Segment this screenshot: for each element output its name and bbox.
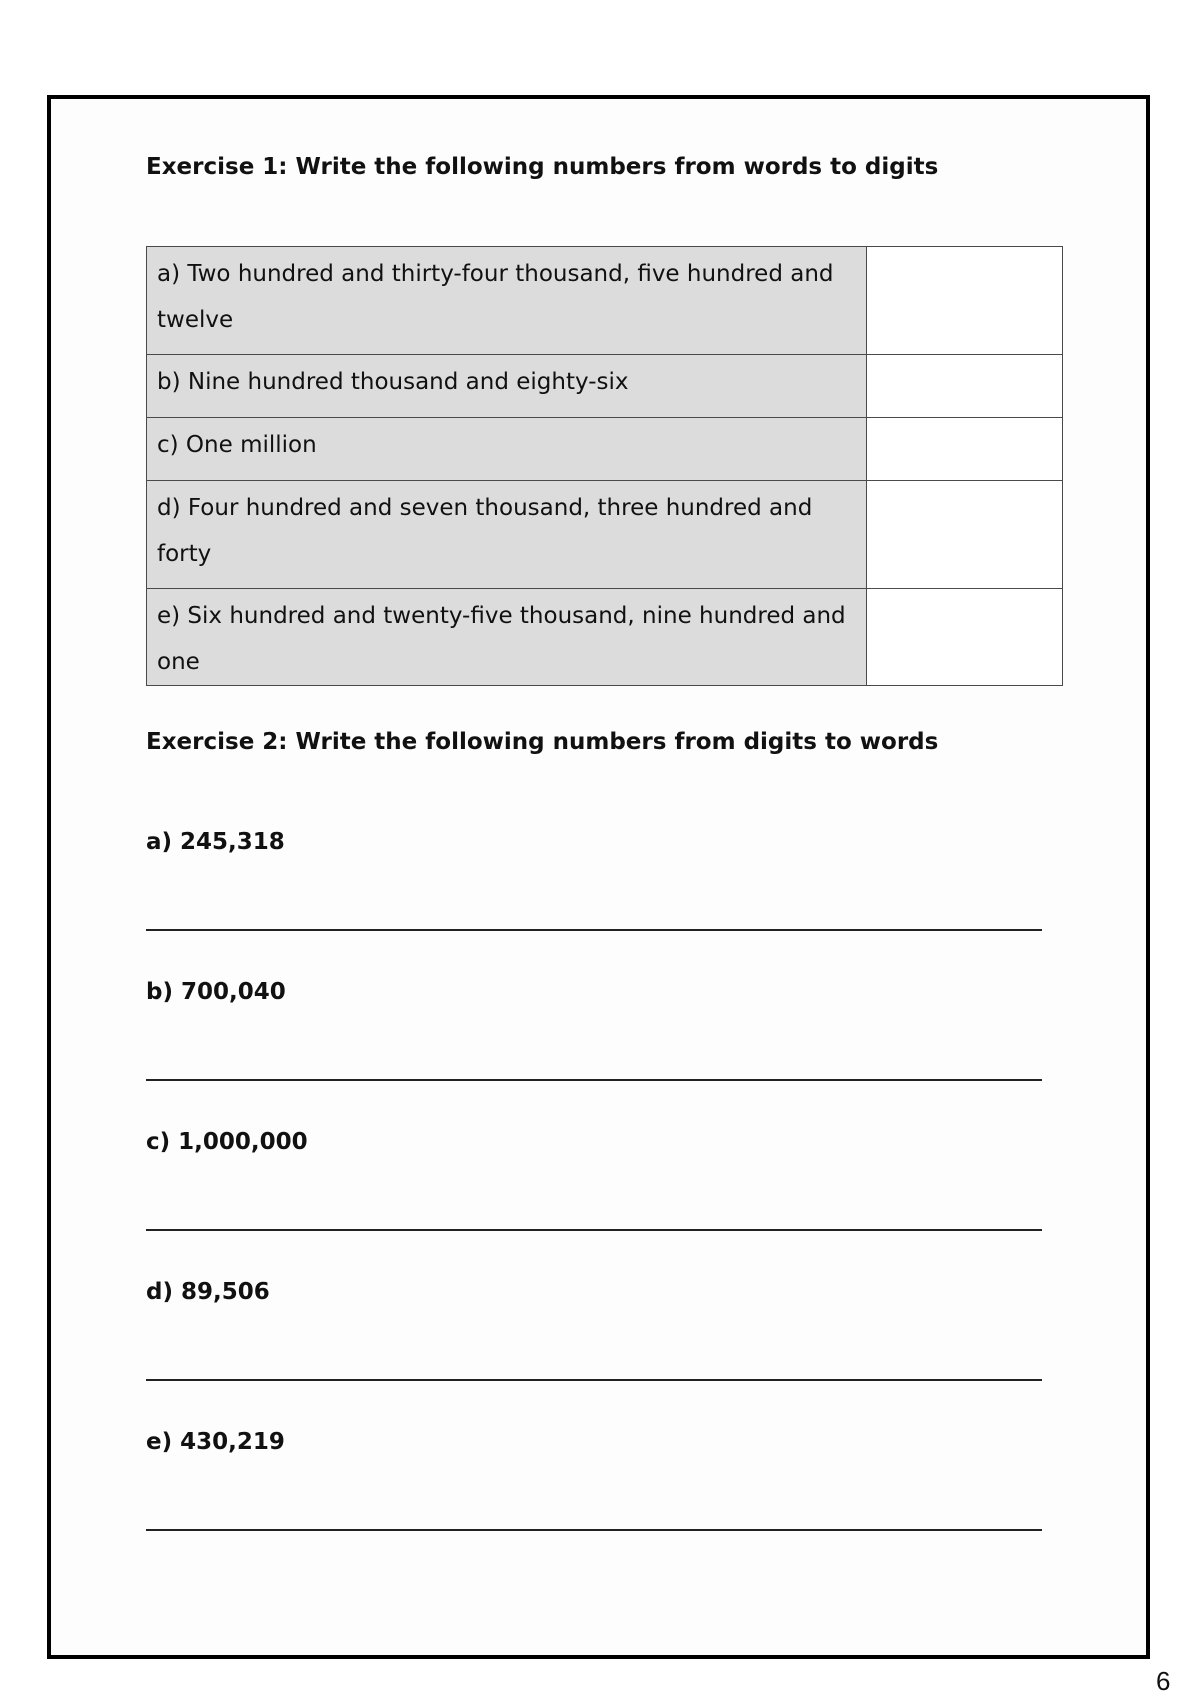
exercise-1-heading: Exercise 1: Write the following numbers from words to digits xyxy=(146,154,939,180)
digits-answer-cell[interactable] xyxy=(867,481,1063,589)
table-row xyxy=(147,589,1063,686)
page-number: 6 xyxy=(1156,1666,1171,1696)
words-to-digits-table xyxy=(146,246,1063,686)
answer-line[interactable] xyxy=(146,1229,1042,1231)
digits-question-label: e) 430,219 xyxy=(146,1429,285,1455)
digits-question-label: c) 1,000,000 xyxy=(146,1129,308,1155)
digits-answer-cell[interactable] xyxy=(867,355,1063,418)
number-words-cell: c) One million xyxy=(147,418,867,481)
table-row xyxy=(147,418,1063,481)
digits-answer-cell[interactable] xyxy=(867,418,1063,481)
number-words-cell: a) Two hundred and thirty-four thousand, five hundred and twelve xyxy=(147,247,867,355)
table-row xyxy=(147,481,1063,589)
digits-answer-cell[interactable] xyxy=(867,589,1063,686)
number-words-cell: b) Nine hundred thousand and eighty-six xyxy=(147,355,867,418)
digits-answer-cell[interactable] xyxy=(867,247,1063,355)
exercise-2-heading: Exercise 2: Write the following numbers from digits to words xyxy=(146,729,939,755)
table-row xyxy=(147,355,1063,418)
table-row xyxy=(147,247,1063,355)
answer-line[interactable] xyxy=(146,1079,1042,1081)
digits-question-label: d) 89,506 xyxy=(146,1279,270,1305)
digits-question-label: a) 245,318 xyxy=(146,829,285,855)
number-words-cell: e) Six hundred and twenty-five thousand, nine hundred and one xyxy=(147,589,867,686)
digits-question-label: b) 700,040 xyxy=(146,979,286,1005)
answer-line[interactable] xyxy=(146,1379,1042,1381)
answer-line[interactable] xyxy=(146,929,1042,931)
answer-line[interactable] xyxy=(146,1529,1042,1531)
number-words-cell: d) Four hundred and seven thousand, three hundred and forty xyxy=(147,481,867,589)
